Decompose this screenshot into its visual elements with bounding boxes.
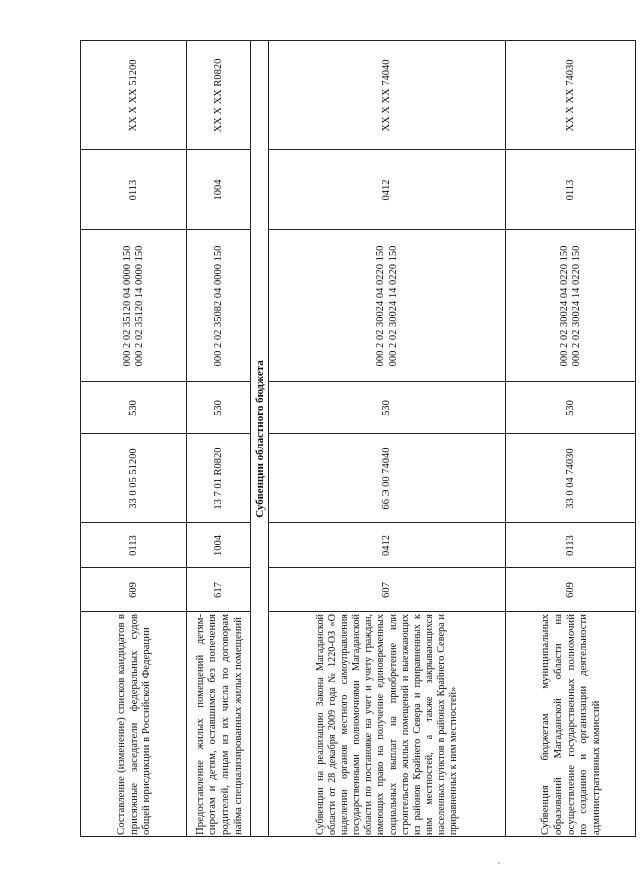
section-text: 1004 — [212, 535, 224, 556]
cell-section-2 — [81, 150, 187, 230]
target-article-text: 33 0 04 74030 — [564, 448, 576, 509]
cell-budget-classification — [187, 230, 251, 382]
budget-classification-text: 000 2 02 30024 04 0220 150 000 2 02 30024 14 0220 150 — [375, 245, 399, 367]
section-header-cell — [251, 41, 269, 837]
cell-budget-classification — [81, 230, 187, 382]
admin-code-text: 609 — [564, 582, 576, 598]
section-text: 0412 — [381, 535, 393, 556]
cell-section — [81, 523, 187, 568]
cell-target-article-2 — [269, 41, 506, 150]
admin-code-text: 609 — [127, 582, 139, 598]
budget-table — [80, 40, 636, 837]
cell-target-article — [187, 434, 251, 523]
admin-code-text: 617 — [212, 582, 224, 598]
name-text: Составление (изменение) списков кандидатов в присяжные заседатели федеральных судов общей юрисдикции в Российской Федерации — [114, 614, 153, 835]
cell-section-2 — [187, 150, 251, 230]
section-2-text: 0113 — [127, 179, 139, 201]
cell-admin-code — [81, 568, 187, 612]
section-text: 0113 — [564, 535, 576, 556]
cell-section — [506, 523, 636, 568]
admin-code-text: 607 — [381, 582, 393, 598]
cell-admin-code — [187, 568, 251, 612]
section-2-text: 0113 — [564, 179, 576, 201]
target-article-2-text: XX X XX 74030 — [564, 59, 576, 132]
cell-expense-type — [81, 382, 187, 434]
section-2-text: 0412 — [381, 179, 393, 201]
section-header-text: Субвенции областного бюджета — [253, 360, 266, 518]
cell-name — [81, 612, 187, 837]
name-text: Предоставление жилых помещений детям-сиротам и детям, оставшимся без попечения родителей, лицам из их числа по договорам найма специализированных жилых помещений — [193, 614, 244, 835]
cell-budget-classification — [269, 230, 506, 382]
cell-target-article — [81, 434, 187, 523]
target-article-text: 33 0 05 51200 — [127, 448, 139, 509]
cell-expense-type — [269, 382, 506, 434]
scan-speck — [498, 862, 500, 864]
section-2-text: 1004 — [212, 179, 224, 201]
expense-type-text: 530 — [212, 400, 224, 416]
cell-name — [187, 612, 251, 837]
target-article-2-text: XX X XX 51200 — [127, 59, 139, 132]
cell-section — [269, 523, 506, 568]
target-article-2-text: XX X XX R0820 — [212, 58, 224, 133]
cell-target-article-2 — [187, 41, 251, 150]
cell-section-2 — [269, 150, 506, 230]
expense-type-text: 530 — [127, 400, 139, 416]
cell-admin-code — [506, 568, 636, 612]
target-article-2-text: XX X XX 74040 — [381, 59, 393, 132]
cell-expense-type — [506, 382, 636, 434]
name-text: Субвенция бюджетам муниципальных образований Магаданской области на осуществление государственных полномочий по созданию и организации деятельности административных комиссий — [539, 614, 603, 835]
expense-type-text: 530 — [381, 400, 393, 416]
cell-target-article-2 — [506, 41, 636, 150]
cell-section-2 — [506, 150, 636, 230]
cell-budget-classification — [506, 230, 636, 382]
cell-expense-type — [187, 382, 251, 434]
cell-section — [187, 523, 251, 568]
cell-target-article-2 — [81, 41, 187, 150]
target-article-text: 13 7 01 R0820 — [212, 447, 224, 510]
name-text: Субвенции на реализацию Закона Магаданской области от 28 декабря 2009 года № 1220-ОЗ «О наделении органов местного самоуправления государственными полномочиями Магаданской области по постановке на учет и учету граждан, имеющих право на получение единовременных социальных выплат на приобретение или строительство жилых помещений и выезжающих из районов Крайнего Севера и приравненных к ним местностей, а также закрывающихся населенных пунктов в районах Крайнего Севера и приравненных к ним местностей» — [315, 614, 459, 835]
budget-classification-text: 000 2 02 35082 04 0000 150 — [212, 245, 224, 367]
cell-admin-code — [269, 568, 506, 612]
cell-target-article — [269, 434, 506, 523]
cell-target-article — [506, 434, 636, 523]
section-text: 0113 — [127, 535, 139, 556]
budget-classification-text: 000 2 02 35120 04 0000 150 000 2 02 35120 14 0000 150 — [121, 245, 145, 367]
cell-name — [269, 612, 506, 837]
budget-classification-text: 000 2 02 30024 04 0220 150 000 2 02 30024 14 0220 150 — [558, 245, 582, 367]
expense-type-text: 530 — [564, 400, 576, 416]
cell-name — [506, 612, 636, 837]
target-article-text: 66 Э 00 74040 — [381, 447, 393, 510]
